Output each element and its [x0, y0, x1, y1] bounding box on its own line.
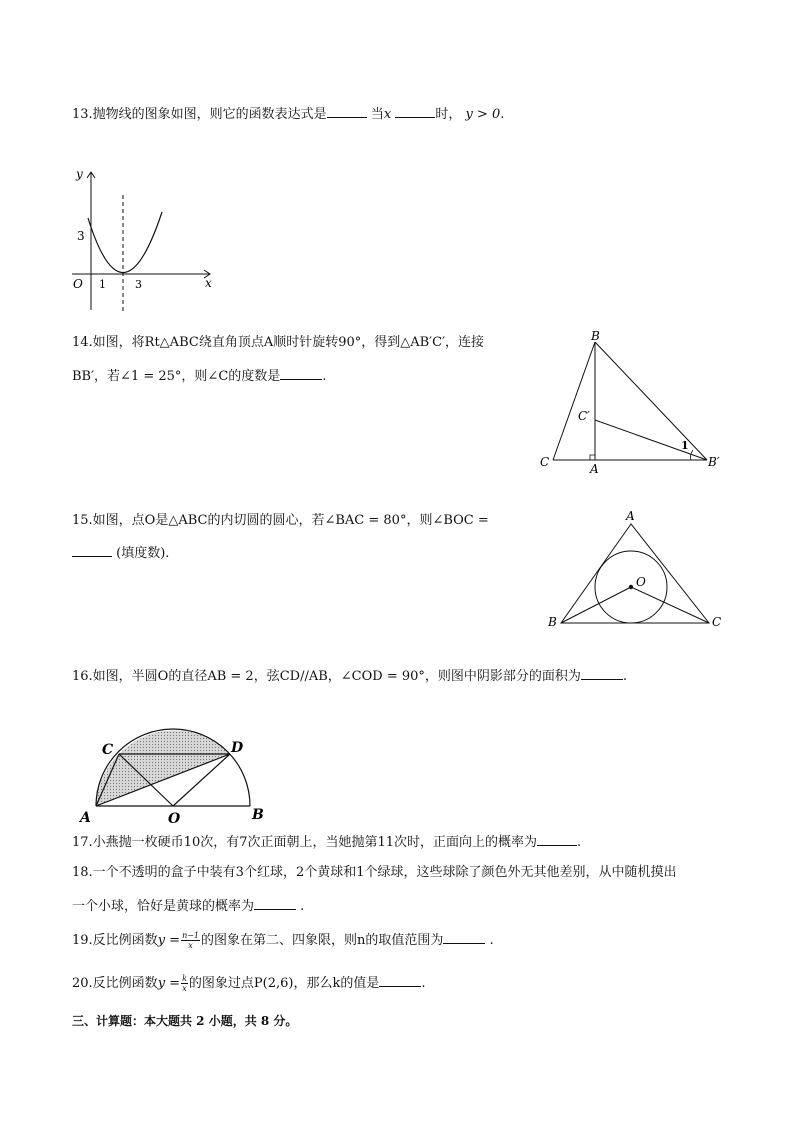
q14-blank[interactable]: [280, 366, 322, 380]
svg-text:1: 1: [99, 278, 106, 291]
svg-text:D: D: [231, 740, 244, 756]
svg-text:O: O: [636, 575, 646, 589]
q13-parabola-graph: [60, 160, 230, 320]
q19-blank[interactable]: [443, 930, 485, 944]
q16-blank[interactable]: [581, 666, 623, 680]
q18-line1: 18.一个不透明的盒子中装有3个红球，2个黄球和1个绿球，这些球除了颜色外无其他差别，从中随机摸出: [72, 865, 677, 880]
q14-rotation-figure: [535, 328, 730, 478]
svg-text:A: A: [626, 509, 635, 523]
q14-line2: BB′，若∠1 = 25°，则∠C的度数是 .: [72, 366, 326, 386]
q15-incircle-figure: [540, 506, 730, 631]
svg-text:y: y: [76, 167, 83, 181]
q20-text: 20.反比例函数y = $\frac{k}{x}$ 的图象过点P(2,6)，那么k的值是 .: [72, 974, 426, 993]
svg-text:C: C: [540, 455, 550, 469]
svg-text:O: O: [73, 277, 83, 291]
q19-text: 19.反比例函数y = $\frac{n-1}{x}$ 的图象在第二、四象限，则n的取值范围为 .: [72, 931, 494, 950]
q14-line1: 14.如图，将Rt△ABC绕直角顶点A顺时针旋转90°，得到△AB′C′，连接: [72, 335, 485, 350]
q20-fraction: $\frac{k}{x}$: [182, 974, 187, 993]
section-3-heading: 三、计算题：本大题共 2 小题，共 8 分。: [72, 1014, 298, 1028]
q18-blank[interactable]: [254, 896, 296, 910]
q13-blank-2[interactable]: [395, 104, 435, 118]
q17-blank[interactable]: [537, 832, 577, 846]
q16-line1: 16.如图，半圆O的直径AB = 2，弦CD//AB，∠COD = 90°，则图中阴影部分的面积为 .: [72, 666, 627, 686]
svg-text:C′: C′: [578, 409, 590, 423]
svg-text:B: B: [591, 329, 600, 343]
q18-line2: 一个小球，恰好是黄球的概率为 .: [72, 896, 304, 916]
svg-text:C: C: [712, 615, 722, 629]
q19-fraction: $\frac{n-1}{x}$: [182, 931, 200, 950]
q16-semicircle-figure: [76, 722, 276, 827]
svg-text:B: B: [548, 615, 557, 629]
q20-blank[interactable]: [379, 973, 421, 987]
svg-text:x: x: [205, 276, 212, 290]
q15-line1: 15.如图，点O是△ABC的内切圆的圆心，若∠BAC = 80°，则∠BOC =: [72, 513, 489, 528]
svg-text:3: 3: [135, 278, 142, 291]
q17-text: 17.小燕抛一枚硬币10次，有7次正面朝上，当她抛第11次时，正面向上的概率为 .: [72, 832, 581, 852]
q13-text: 13.抛物线的图象如图，则它的函数表达式是 当x 时， y > 0.: [72, 104, 504, 124]
svg-text:1: 1: [681, 439, 689, 452]
svg-text:C: C: [102, 742, 114, 758]
q15-line2: (填度数).: [72, 543, 169, 563]
svg-text:A: A: [80, 810, 91, 826]
svg-text:B′: B′: [708, 455, 720, 469]
svg-text:B: B: [252, 807, 264, 823]
svg-text:A: A: [590, 462, 599, 476]
q13-blank-1[interactable]: [327, 104, 367, 118]
svg-text:O: O: [168, 811, 181, 827]
svg-text:3: 3: [77, 229, 85, 243]
q15-blank[interactable]: [72, 543, 112, 557]
